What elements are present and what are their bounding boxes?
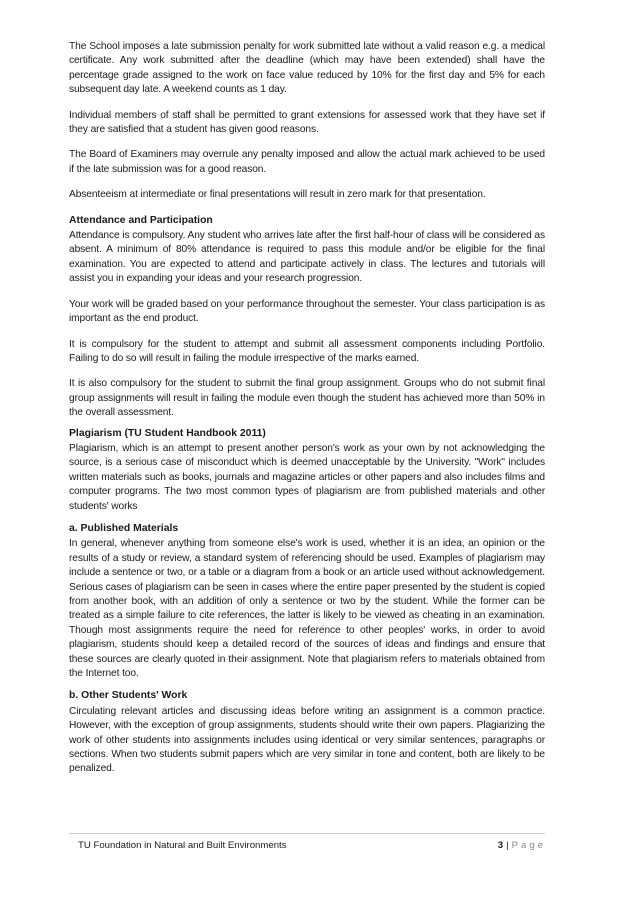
grading-paragraph: Your work will be graded based on your performance throughout the semester. Your class participation is as important as the end product. bbox=[69, 298, 545, 325]
footer-page-label bbox=[498, 840, 546, 852]
group-assignment-paragraph: It is also compulsory for the student to submit the final group assignment. Groups who do not submit final group assignments will result in failing the module even though the student has achieved more than 50% in the overall assessment. bbox=[69, 378, 545, 419]
plagiarism-paragraph: Plagiarism, which is an attempt to present another person's work as your own by not acknowledging the source, is a serious case of misconduct which is deemed unacceptable by the University. "Work" includes written materials such as books, journals and magazine articles or other papers and also includes films and computer programs. The two most common types of plagiarism are from published materials and other students' works bbox=[69, 442, 545, 512]
extensions-paragraph: Individual members of staff shall be permitted to grant extensions for assessed work that they have set if they are satisfied that a student has given good reasons. bbox=[69, 109, 545, 136]
other-students-heading: b. Other Students' Work bbox=[69, 690, 188, 702]
published-materials-heading: a. Published Materials bbox=[69, 522, 179, 534]
attendance-paragraph: Attendance is compulsory. Any student who arrives late after the first half-hour of class will be considered as absent. A minimum of 80% attendance is required to pass this module and/or be eligible for the final examination. You are expected to attend and participate actively in class. The lectures and tutorials will assist you in expanding your ideas and your research progression. bbox=[69, 230, 545, 285]
page-footer bbox=[78, 840, 546, 852]
board-of-examiners-paragraph: The Board of Examiners may overrule any penalty imposed and allow the actual mark achieved to be used if the late submission was for a good reason. bbox=[69, 149, 545, 175]
page-body bbox=[69, 40, 545, 788]
published-materials-paragraph: In general, whenever anything from someone else's work is used, whether it is an idea, an opinion or the results of a study or review, a standard system of referencing should be used. Examples of plagiarism may include a sentence or two, or a table or a diagram from a book or an article used without acknowledgement. Serious cases of plagiarism can be seen in cases where the entire paper presented by the student is copied from another book, with an addition of only a sentence or two by the student. While the former can be treated as a simple failure to cite references, the latter is likely to be viewed as cheating in an examination. Though most assignments require the need for reference to other peoples' works, in order to avoid plagiarism, students should keep a detailed record of the sources of ideas and findings and ensure that these sources are clearly quoted in their assignment. Note that plagiarism refers to materials obtained from the Internet too. bbox=[69, 538, 545, 680]
attendance-heading: Attendance and Participation bbox=[69, 214, 213, 226]
footer-divider bbox=[69, 833, 545, 834]
page-number: 3 bbox=[497, 840, 504, 851]
footer-course-title: TU Foundation in Natural and Built Environments bbox=[78, 840, 287, 851]
late-penalty-paragraph: The School imposes a late submission penalty for work submitted late without a valid reason e.g. a medical certificate. Any work submitted after the deadline (which may have been extended) shall have the percentage grade assigned to the work on face value reduced by 10% for the first day and 5% for each subsequent day late. A weekend counts as 1 day. bbox=[69, 41, 545, 96]
other-students-paragraph: Circulating relevant articles and discussing ideas before writing an assignment is a common practice. However, with the exception of group assignments, students should write their own papers. Plagiarizing the work of other students into assignments includes using identical or very similar sentences, paragraphs or sections. When two students submit papers which are very similar in tone and content, both are likely to be penalized. bbox=[69, 705, 545, 775]
page-word: Page bbox=[511, 840, 546, 851]
absenteeism-paragraph: Absenteeism at intermediate or final presentations will result in zero mark for that presentation. bbox=[69, 189, 486, 201]
compulsory-assessment-paragraph: It is compulsory for the student to attempt and submit all assessment components including Portfolio. Failing to do so will result in failing the module irrespective of the marks earned. bbox=[69, 338, 545, 364]
footer-separator: | bbox=[506, 840, 509, 851]
plagiarism-heading: Plagiarism (TU Student Handbook 2011) bbox=[69, 427, 266, 439]
